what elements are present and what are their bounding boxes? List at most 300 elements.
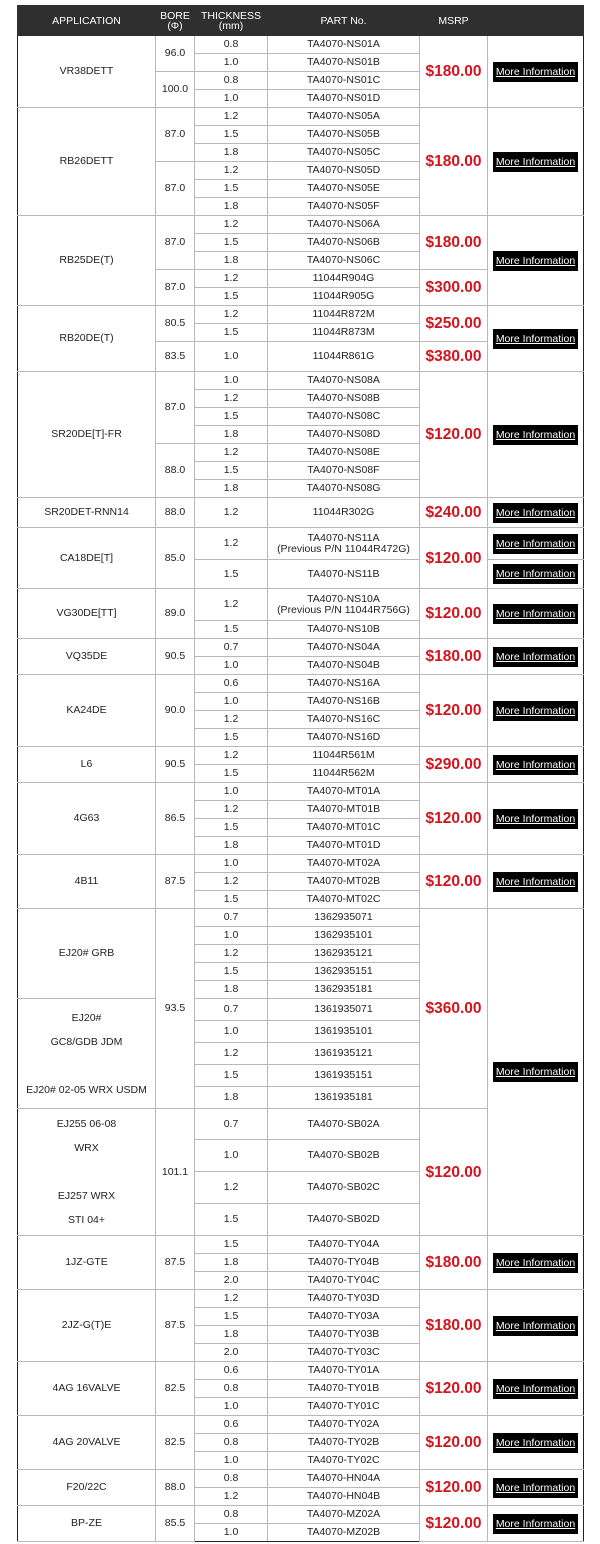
part-number-cell: [268, 891, 420, 909]
part-number: 11044R904G: [312, 272, 375, 284]
application-name: VR38DETT: [59, 65, 114, 77]
part-number-cell: [268, 873, 420, 891]
application-cell: [18, 108, 156, 216]
part-number: TA4070-TY01C: [307, 1400, 380, 1412]
part-number-cell: [268, 90, 420, 108]
msrp-price: $180.00: [420, 36, 488, 108]
application-cell: [18, 1236, 156, 1290]
thickness-cell: 1.8: [195, 1254, 268, 1272]
msrp-price: $360.00: [420, 909, 488, 1109]
part-number-cell: [268, 589, 420, 621]
table-row: [18, 498, 584, 528]
more-information-button[interactable]: More Information: [493, 152, 578, 172]
table-row: [18, 1416, 584, 1434]
more-information-button[interactable]: More Information: [493, 62, 578, 82]
part-number: TA4070-MZ02B: [306, 1526, 381, 1538]
info-cell: [488, 855, 584, 909]
table-body: [18, 36, 584, 1542]
thickness-cell: 0.8: [195, 36, 268, 54]
table-row: [18, 855, 584, 873]
part-number-cell: [268, 324, 420, 342]
part-number: TA4070-NS06C: [306, 254, 381, 266]
part-number: TA4070-NS16A: [307, 677, 380, 689]
thickness-cell: 0.7: [195, 1109, 268, 1140]
thickness-cell: 0.8: [195, 1434, 268, 1452]
thickness-cell: 0.7: [195, 639, 268, 657]
part-number: TA4070-TY02A: [307, 1418, 380, 1430]
part-number: TA4070-MT01C: [306, 821, 381, 833]
part-number: TA4070-NS08D: [306, 428, 381, 440]
bore-cell: 87.0: [156, 162, 195, 216]
more-information-button[interactable]: More Information: [493, 1253, 578, 1273]
part-number-cell: [268, 621, 420, 639]
thickness-cell: 1.2: [195, 498, 268, 528]
bore-cell: 80.5: [156, 306, 195, 342]
msrp-price: $180.00: [420, 216, 488, 270]
thickness-cell: 1.8: [195, 426, 268, 444]
part-number-cell: [268, 1398, 420, 1416]
application-cell: [18, 1416, 156, 1470]
thickness-cell: 1.0: [195, 657, 268, 675]
info-cell: [488, 498, 584, 528]
part-number: TA4070-NS05F: [307, 200, 380, 212]
msrp-price: $120.00: [420, 855, 488, 909]
table-row: [18, 747, 584, 765]
thickness-cell: 1.0: [195, 54, 268, 72]
thickness-cell: 1.5: [195, 891, 268, 909]
application-cell: [18, 498, 156, 528]
thickness-cell: 1.0: [195, 693, 268, 711]
application-cell: [18, 999, 156, 1109]
part-number: TA4070-TY03B: [307, 1328, 380, 1340]
application-name: 2JZ-G(T)E: [61, 1319, 112, 1331]
msrp-price: $250.00: [420, 306, 488, 342]
application-name: EJ255 06-08 WRX EJ257 WRX STI 04+: [56, 1118, 117, 1226]
thickness-cell: 1.5: [195, 729, 268, 747]
msrp-price: $120.00: [420, 783, 488, 855]
part-number-cell: [268, 675, 420, 693]
table-row: [18, 1506, 584, 1524]
bore-cell: 85.5: [156, 1506, 195, 1542]
application-name: VQ35DE: [65, 650, 108, 662]
part-number-cell: [268, 711, 420, 729]
application-name: 4B11: [74, 875, 99, 887]
part-number-cell: [268, 963, 420, 981]
part-number-cell: [268, 801, 420, 819]
application-cell: [18, 589, 156, 639]
more-information-button[interactable]: More Information: [493, 647, 578, 667]
msrp-price: $380.00: [420, 342, 488, 372]
thickness-cell: 1.5: [195, 621, 268, 639]
table-row: [18, 1470, 584, 1488]
part-number: TA4070-NS06A: [307, 218, 380, 230]
bore-cell: 90.5: [156, 747, 195, 783]
thickness-cell: 0.6: [195, 1362, 268, 1380]
application-cell: [18, 1506, 156, 1542]
part-number: 1361935121: [314, 1047, 373, 1059]
part-number: TA4070-NS01A: [307, 38, 380, 50]
bore-cell: 88.0: [156, 1470, 195, 1506]
more-information-button[interactable]: More Information: [493, 564, 578, 584]
thickness-cell: 1.2: [195, 711, 268, 729]
thickness-cell: 1.8: [195, 144, 268, 162]
thickness-cell: 1.0: [195, 1140, 268, 1172]
thickness-cell: 0.6: [195, 675, 268, 693]
part-number-cell: [268, 498, 420, 528]
thickness-cell: 1.5: [195, 963, 268, 981]
bore-cell: 90.0: [156, 675, 195, 747]
part-number: TA4070-TY01A: [307, 1364, 380, 1376]
msrp-price: $180.00: [420, 639, 488, 675]
application-cell: [18, 909, 156, 999]
application-cell: [18, 747, 156, 783]
header-thickness: [195, 6, 268, 36]
part-number: TA4070-SB02C: [307, 1181, 380, 1193]
part-number: 11044R302G: [312, 506, 375, 518]
info-cell: [488, 589, 584, 639]
bore-cell: 86.5: [156, 783, 195, 855]
application-name: L6: [80, 758, 93, 770]
thickness-cell: 1.0: [195, 1452, 268, 1470]
part-number: TA4070-TY02C: [307, 1454, 380, 1466]
bore-cell: 89.0: [156, 589, 195, 639]
more-information-button[interactable]: More Information: [493, 1316, 578, 1336]
part-number: TA4070-NS08B: [307, 392, 380, 404]
part-number: 11044R905G: [312, 290, 375, 302]
msrp-price: $290.00: [420, 747, 488, 783]
msrp-price: $120.00: [420, 1362, 488, 1416]
msrp-price: $300.00: [420, 270, 488, 306]
part-number-cell: [268, 1470, 420, 1488]
info-cell: [488, 560, 584, 589]
part-number: TA4070-NS10B: [307, 623, 380, 635]
info-cell: [488, 1290, 584, 1362]
part-number: 11044R562M: [312, 767, 375, 779]
part-number-cell: [268, 252, 420, 270]
application-cell: [18, 528, 156, 589]
info-cell: [488, 528, 584, 560]
thickness-cell: 1.2: [195, 390, 268, 408]
application-name: SR20DE[T]-FR: [51, 428, 122, 440]
table-row: [18, 1362, 584, 1380]
part-number: TA4070-MT02C: [306, 893, 381, 905]
application-cell: [18, 306, 156, 372]
part-number-cell: [268, 1416, 420, 1434]
part-number: TA4070-NS06B: [307, 236, 380, 248]
msrp-price: $120.00: [420, 1506, 488, 1542]
bore-cell: 88.0: [156, 444, 195, 498]
part-number-cell: [268, 693, 420, 711]
thickness-cell: 1.8: [195, 837, 268, 855]
application-cell: [18, 1290, 156, 1362]
thickness-cell: 1.5: [195, 819, 268, 837]
part-number-cell: [268, 180, 420, 198]
bore-cell: 87.5: [156, 855, 195, 909]
part-number-cell: [268, 126, 420, 144]
part-number: TA4070-NS11A: [307, 531, 380, 544]
header-msrp: MSRP: [420, 6, 488, 36]
info-cell: [488, 909, 584, 1236]
info-cell: [488, 639, 584, 675]
more-information-button[interactable]: More Information: [493, 425, 578, 445]
table-row: [18, 1236, 584, 1254]
more-information-button[interactable]: More Information: [493, 1478, 578, 1498]
part-number: 1361935181: [314, 1091, 373, 1103]
msrp-price: $120.00: [420, 372, 488, 498]
thickness-cell: 1.5: [195, 462, 268, 480]
thickness-cell: 0.7: [195, 999, 268, 1021]
info-cell: [488, 306, 584, 372]
part-number-cell: [268, 216, 420, 234]
application-name: BP-ZE: [71, 1517, 102, 1529]
part-number: TA4070-NS08C: [306, 410, 381, 422]
bore-cell: 87.0: [156, 270, 195, 306]
part-number: 1362935121: [314, 947, 373, 959]
part-number: TA4070-NS16B: [307, 695, 380, 707]
part-number: TA4070-NS11B: [307, 567, 380, 580]
thickness-cell: 1.2: [195, 1488, 268, 1506]
info-cell: [488, 1416, 584, 1470]
part-number-cell: [268, 1272, 420, 1290]
info-cell: [488, 1362, 584, 1416]
thickness-cell: 0.7: [195, 909, 268, 927]
application-cell: [18, 675, 156, 747]
table-row: [18, 589, 584, 621]
thickness-cell: 1.8: [195, 480, 268, 498]
application-cell: [18, 783, 156, 855]
thickness-cell: 1.2: [195, 589, 268, 621]
thickness-cell: 0.8: [195, 1470, 268, 1488]
part-number: TA4070-TY04C: [307, 1274, 380, 1286]
application-name: CA18DE[T]: [59, 551, 114, 564]
more-information-button[interactable]: More Information: [493, 1062, 578, 1082]
bore-cell: 87.0: [156, 108, 195, 162]
part-number-cell: [268, 999, 420, 1021]
thickness-cell: 1.2: [195, 1290, 268, 1308]
bore-cell: 100.0: [156, 72, 195, 108]
more-information-button[interactable]: More Information: [493, 755, 578, 775]
thickness-cell: 1.8: [195, 198, 268, 216]
msrp-price: $180.00: [420, 1236, 488, 1290]
more-information-button[interactable]: More Information: [493, 809, 578, 829]
part-number-cell: [268, 1140, 420, 1172]
more-information-button[interactable]: More Information: [493, 604, 578, 624]
part-number: TA4070-NS04B: [307, 659, 380, 671]
part-number-cell: [268, 36, 420, 54]
application-cell: [18, 855, 156, 909]
part-number-cell: [268, 198, 420, 216]
bore-cell: 90.5: [156, 639, 195, 675]
bore-cell: 83.5: [156, 342, 195, 372]
part-number: TA4070-MT02B: [306, 875, 381, 887]
part-number: TA4070-HN04A: [306, 1472, 381, 1484]
thickness-cell: 1.0: [195, 90, 268, 108]
head-gasket-parts-table: [17, 5, 584, 1542]
bore-cell: 96.0: [156, 36, 195, 72]
part-number: 11044R872M: [312, 308, 375, 320]
part-number: TA4070-NS16D: [306, 731, 381, 743]
part-number: 1362935101: [314, 929, 373, 941]
thickness-cell: 1.5: [195, 288, 268, 306]
thickness-cell: 1.5: [195, 126, 268, 144]
part-number-cell: [268, 1524, 420, 1542]
part-number: TA4070-NS05D: [306, 164, 381, 176]
part-number: TA4070-TY04A: [307, 1238, 380, 1250]
part-number: 1361935101: [314, 1025, 373, 1037]
header-part-no: PART No.: [268, 6, 420, 36]
info-cell: [488, 783, 584, 855]
part-number: TA4070-NS01B: [307, 56, 380, 68]
thickness-cell: 1.2: [195, 873, 268, 891]
thickness-cell: 1.5: [195, 1236, 268, 1254]
part-number: TA4070-NS08G: [306, 482, 381, 494]
application-cell: [18, 1109, 156, 1236]
application-name: VG30DE[TT]: [56, 607, 117, 619]
thickness-cell: 1.2: [195, 270, 268, 288]
part-number-cell: [268, 837, 420, 855]
thickness-cell: 0.8: [195, 72, 268, 90]
part-number-cell: [268, 1109, 420, 1140]
part-number-cell: [268, 1290, 420, 1308]
thickness-cell: 1.0: [195, 927, 268, 945]
thickness-cell: 1.0: [195, 855, 268, 873]
part-number-cell: [268, 1380, 420, 1398]
part-number: 11044R873M: [312, 326, 375, 338]
part-number: TA4070-NS05B: [307, 128, 380, 140]
thickness-cell: 2.0: [195, 1272, 268, 1290]
application-name: RB25DE(T): [59, 254, 114, 266]
part-number-cell: [268, 1172, 420, 1204]
more-information-button[interactable]: More Information: [493, 329, 578, 349]
bore-cell: 82.5: [156, 1362, 195, 1416]
more-information-button[interactable]: More Information: [493, 701, 578, 721]
more-information-button[interactable]: More Information: [493, 503, 578, 523]
thickness-cell: 1.2: [195, 801, 268, 819]
application-name: 4G63: [73, 812, 100, 824]
more-information-button[interactable]: More Information: [493, 1433, 578, 1453]
part-number-cell: [268, 1308, 420, 1326]
application-name: RB20DE(T): [59, 332, 114, 344]
part-number-cell: [268, 1236, 420, 1254]
thickness-cell: 1.5: [195, 1065, 268, 1087]
info-cell: [488, 1470, 584, 1506]
thickness-cell: 1.5: [195, 408, 268, 426]
msrp-price: $120.00: [420, 1416, 488, 1470]
thickness-cell: 1.0: [195, 1398, 268, 1416]
thickness-cell: 1.8: [195, 1326, 268, 1344]
part-number-cell: [268, 819, 420, 837]
application-cell: [18, 372, 156, 498]
info-cell: [488, 1506, 584, 1542]
application-cell: [18, 1362, 156, 1416]
msrp-price: $180.00: [420, 1290, 488, 1362]
part-number: TA4070-TY04B: [307, 1256, 380, 1268]
header-bore: [156, 6, 195, 36]
part-number: TA4070-NS16C: [306, 713, 381, 725]
thickness-cell: 0.6: [195, 1416, 268, 1434]
part-number-cell: [268, 1344, 420, 1362]
previous-part-number: (Previous P/N 11044R472G): [277, 542, 410, 555]
part-number: TA4070-NS04A: [307, 641, 380, 653]
msrp-price: $120.00: [420, 1470, 488, 1506]
part-number-cell: [268, 1204, 420, 1236]
thickness-cell: 1.2: [195, 444, 268, 462]
part-number: 11044R861G: [312, 350, 375, 362]
msrp-price: $120.00: [420, 589, 488, 639]
table-row: [18, 1290, 584, 1308]
part-number-cell: [268, 747, 420, 765]
bore-cell: 88.0: [156, 498, 195, 528]
part-number-cell: [268, 909, 420, 927]
part-number-cell: [268, 288, 420, 306]
table-row: [18, 372, 584, 390]
part-number: TA4070-NS05C: [306, 146, 381, 158]
part-number-cell: [268, 729, 420, 747]
msrp-price: $120.00: [420, 675, 488, 747]
more-information-button[interactable]: More Information: [493, 251, 578, 271]
part-number: TA4070-NS08F: [307, 464, 380, 476]
part-number: TA4070-NS10A: [307, 592, 380, 605]
thickness-cell: 1.2: [195, 216, 268, 234]
thickness-cell: 1.2: [195, 162, 268, 180]
part-number-cell: [268, 1254, 420, 1272]
thickness-cell: 1.2: [195, 108, 268, 126]
table-row: [18, 783, 584, 801]
part-number: TA4070-NS08E: [307, 446, 380, 458]
thickness-cell: 1.5: [195, 1308, 268, 1326]
part-number-cell: [268, 1362, 420, 1380]
part-number: TA4070-TY03C: [307, 1346, 380, 1358]
part-number-cell: [268, 462, 420, 480]
more-information-button[interactable]: More Information: [493, 534, 578, 554]
header-info: [488, 6, 584, 36]
table-header-row: [18, 6, 584, 36]
part-number-cell: [268, 927, 420, 945]
thickness-cell: 1.0: [195, 1021, 268, 1043]
thickness-cell: 1.0: [195, 783, 268, 801]
part-number: TA4070-HN04B: [306, 1490, 381, 1502]
application-cell: [18, 1470, 156, 1506]
table-row: [18, 909, 584, 927]
part-number-cell: [268, 783, 420, 801]
more-information-button[interactable]: More Information: [493, 1514, 578, 1534]
thickness-cell: 0.8: [195, 1380, 268, 1398]
thickness-cell: 1.0: [195, 1524, 268, 1542]
bore-cell: 85.0: [156, 528, 195, 589]
part-number: TA4070-NS01C: [306, 74, 381, 86]
msrp-price: $120.00: [420, 1109, 488, 1236]
info-cell: [488, 216, 584, 306]
previous-part-number: (Previous P/N 11044R756G): [277, 603, 410, 616]
more-information-button[interactable]: More Information: [493, 872, 578, 892]
bore-cell: 101.1: [156, 1109, 195, 1236]
header-application: APPLICATION: [18, 6, 156, 36]
part-number-cell: [268, 1065, 420, 1087]
part-number: TA4070-TY03D: [307, 1292, 380, 1304]
part-number-cell: [268, 639, 420, 657]
thickness-cell: 1.2: [195, 747, 268, 765]
part-number: TA4070-NS05A: [307, 110, 380, 122]
thickness-cell: 1.8: [195, 1087, 268, 1109]
application-name: 4AG 16VALVE: [52, 1382, 121, 1394]
part-number: TA4070-SB02A: [307, 1117, 380, 1130]
application-name: SR20DET-RNN14: [44, 506, 129, 518]
part-number-cell: [268, 444, 420, 462]
part-number: TA4070-TY02B: [307, 1436, 380, 1448]
more-information-button[interactable]: More Information: [493, 1379, 578, 1399]
part-number-cell: [268, 1506, 420, 1524]
part-number: TA4070-MT02A: [306, 857, 381, 869]
